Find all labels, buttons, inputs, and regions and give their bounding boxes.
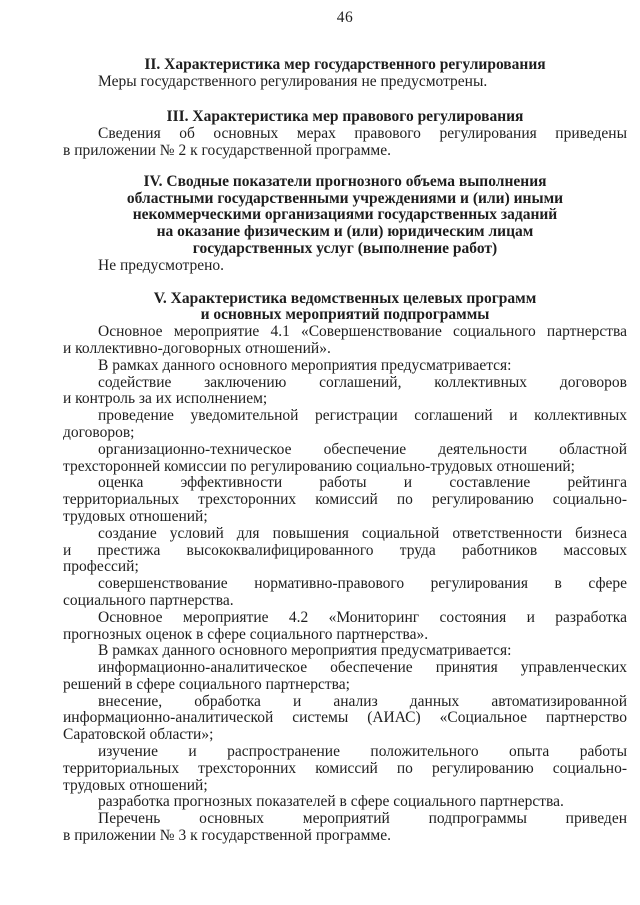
document-body <box>63 10 627 845</box>
heading-line: государственных услуг (выполнение работ) <box>192 239 498 257</box>
paragraph-line: проведение уведомительной регистрации соглашений и коллективных <box>98 407 627 425</box>
paragraph-line: Основное мероприятие 4.2 «Мониторинг состояния и разработка <box>98 608 627 626</box>
paragraph-line: Меры государственного регулирования не предусмотрены. <box>98 72 488 90</box>
doc-blocks <box>63 57 627 845</box>
paragraph-line: организационно-техническое обеспечение деятельности областной <box>98 440 627 458</box>
section-heading <box>63 291 627 325</box>
paragraph-line: создание условий для повышения социальной ответственности бизнеса <box>98 524 627 542</box>
paragraph-line: содействие заключению соглашений, коллективных договоров <box>98 373 627 391</box>
paragraph <box>63 408 627 442</box>
paragraph <box>63 258 627 275</box>
paragraph <box>63 794 627 811</box>
paragraph-line: информационно-аналитической системы (АИАС) «Социальное партнерство <box>63 709 627 727</box>
paragraph-line: совершенствование нормативно-правового регулирования в сфере <box>98 575 627 593</box>
paragraph-line: профессий; <box>63 558 139 576</box>
paragraph-line: внесение, обработка и анализ данных автоматизированной <box>98 692 627 710</box>
paragraph-line: Сведения об основных мерах правового регулирования приведены <box>98 125 627 143</box>
heading-line: и основных мероприятий подпрограммы <box>200 306 490 324</box>
heading-line: II. Характеристика мер государственного регулирования <box>144 55 546 73</box>
paragraph <box>63 643 627 660</box>
paragraph-line: оценка эффективности работы и составление рейтинга <box>98 474 627 492</box>
paragraph-line: в приложении № 2 к государственной программе. <box>63 141 391 159</box>
paragraph <box>63 576 627 610</box>
paragraph <box>63 610 627 644</box>
heading-line: III. Характеристика мер правового регулирования <box>166 108 524 126</box>
paragraph <box>63 526 627 576</box>
paragraph-line: Основное мероприятие 4.1 «Совершенствование социального партнерства <box>98 323 627 341</box>
paragraph-line: Перечень основных мероприятий подпрограммы приведен <box>98 810 627 828</box>
paragraph-line: и контроль за их исполнением; <box>63 390 268 408</box>
page-number: 46 <box>336 9 354 26</box>
heading-line: на оказание физическим и (или) юридическим лицам <box>156 223 534 241</box>
heading-line: IV. Сводные показатели прогнозного объема выполнения <box>143 172 547 190</box>
paragraph-line: В рамках данного основного мероприятия предусматривается: <box>98 356 512 374</box>
section-heading <box>63 174 627 258</box>
paragraph <box>63 660 627 694</box>
paragraph <box>63 811 627 845</box>
paragraph <box>63 126 627 160</box>
paragraph <box>63 442 627 476</box>
paragraph-line: территориальных трехсторонних комиссий по регулированию социально- <box>63 759 627 777</box>
paragraph-line: социального партнерства. <box>63 591 234 609</box>
paragraph-line: и престижа высококвалифицированного труда работников массовых <box>63 541 627 559</box>
paragraph <box>63 744 627 794</box>
paragraph-line: в приложении № 3 к государственной программе. <box>63 827 391 845</box>
section-heading <box>63 109 627 126</box>
paragraph-line: трехсторонней комиссии по регулированию социально-трудовых отношений; <box>63 457 575 475</box>
paragraph-line: информационно-аналитическое обеспечение принятия управленческих <box>98 659 627 677</box>
paragraph <box>63 475 627 525</box>
paragraph-line: решений в сфере социального партнерства; <box>63 675 350 693</box>
paragraph-line: изучение и распространение положительного опыта работы <box>98 743 627 761</box>
paragraph-line: Саратовской области»; <box>63 726 214 744</box>
paragraph-line: договоров; <box>63 423 135 441</box>
paragraph <box>63 358 627 375</box>
paragraph-line: территориальных трехсторонних комиссий по регулированию социально- <box>63 491 627 509</box>
paragraph-line: и коллективно-договорных отношений». <box>63 339 331 357</box>
heading-line: некоммерческими организациями государственных заданий <box>132 206 558 224</box>
heading-line: областными государственными учреждениями и (или) иными <box>126 189 564 207</box>
paragraph <box>63 74 627 91</box>
section-heading <box>63 57 627 74</box>
paragraph <box>63 324 627 358</box>
paragraph <box>63 694 627 744</box>
paragraph-line: прогнозных оценок в сфере социального партнерства». <box>63 625 429 643</box>
paragraph-line: В рамках данного основного мероприятия предусматривается: <box>98 642 512 660</box>
paragraph-line: разработка прогнозных показателей в сфере социального партнерства. <box>98 793 564 811</box>
paragraph-line: Не предусмотрено. <box>98 256 225 274</box>
paragraph-line: трудовых отношений; <box>63 507 208 525</box>
paragraph <box>63 375 627 409</box>
heading-line: V. Характеристика ведомственных целевых программ <box>153 289 537 307</box>
paragraph-line: трудовых отношений; <box>63 776 208 794</box>
